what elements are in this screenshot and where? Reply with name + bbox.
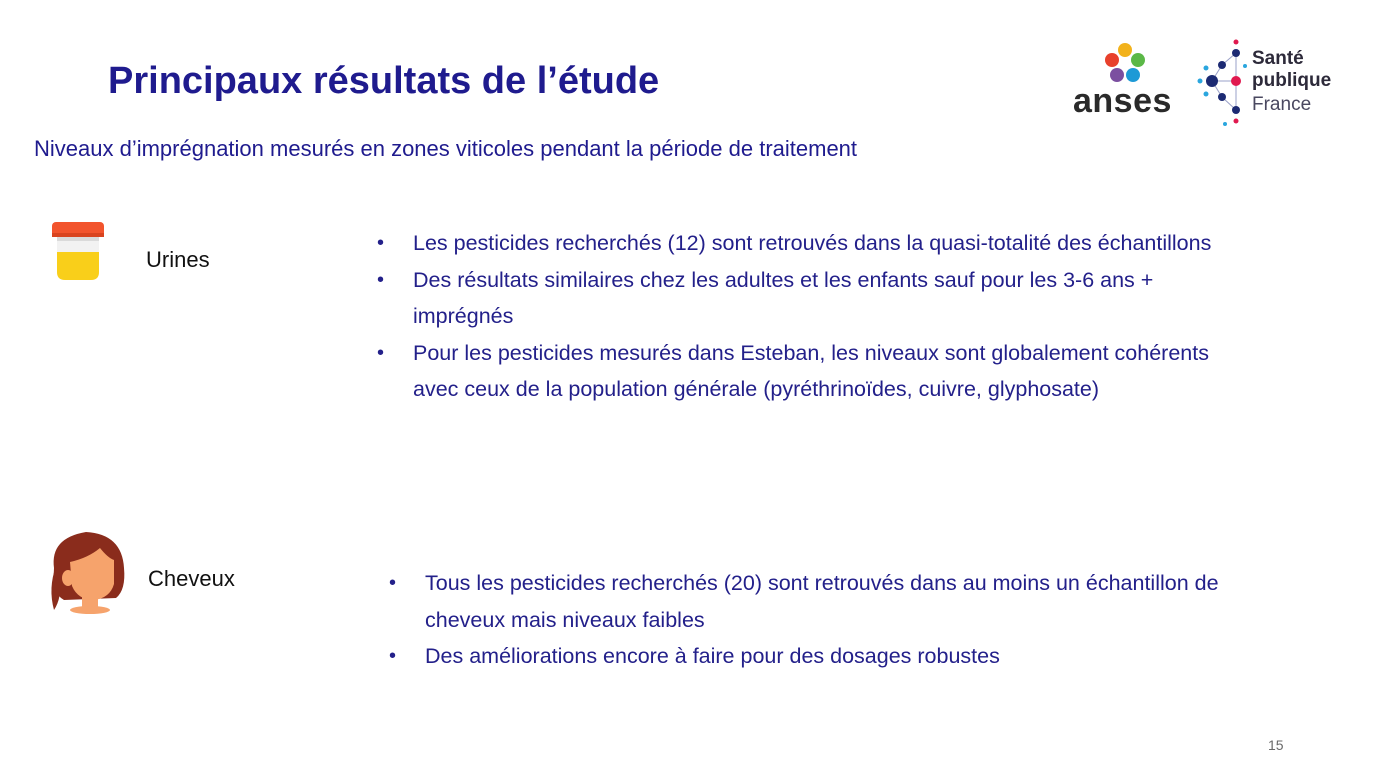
page-title: Principaux résultats de l’étude [108, 60, 660, 102]
spf-wordmark-line3: France [1252, 94, 1312, 115]
section-label-urines: Urines [146, 247, 210, 272]
network-dots-icon [1192, 38, 1252, 128]
list-item: • Des améliorations encore à faire pour des dosages robustes [389, 638, 1289, 675]
page-subtitle: Niveaux d’imprégnation mesurés en zones viticoles pendant la période de traitement [34, 136, 858, 161]
page-number: 15 [1268, 737, 1284, 753]
list-item: • Pour les pesticides mesurés dans Esteban, les niveaux sont globalement cohérents avec ceux de la population générale (pyréthrinoïdes, cuivre, glyphosate) [377, 335, 1237, 408]
bullet-list-urines [377, 225, 1237, 408]
list-item: • Les pesticides recherchés (12) sont retrouvés dans la quasi-totalité des échantillons [377, 225, 1237, 262]
list-item: • Tous les pesticides recherchés (20) sont retrouvés dans au moins un échantillon de cheveux mais niveaux faibles [389, 565, 1289, 638]
person-hair-icon [44, 528, 130, 614]
bullet-list-cheveux [389, 565, 1289, 675]
list-item: • Des résultats similaires chez les adultes et les enfants sauf pour les 3-6 ans + imprégnés [377, 262, 1237, 335]
anses-flower-icon [1070, 38, 1190, 88]
urine-sample-cup-icon [50, 222, 106, 284]
sante-publique-france-logo [1192, 38, 1362, 128]
spf-wordmark-line2: publique [1252, 70, 1332, 91]
logos [1070, 38, 1360, 128]
anses-logo [1070, 38, 1190, 128]
anses-wordmark: anses [1073, 82, 1172, 120]
spf-wordmark-line1: Santé [1252, 48, 1304, 69]
section-label-cheveux: Cheveux [148, 566, 235, 591]
